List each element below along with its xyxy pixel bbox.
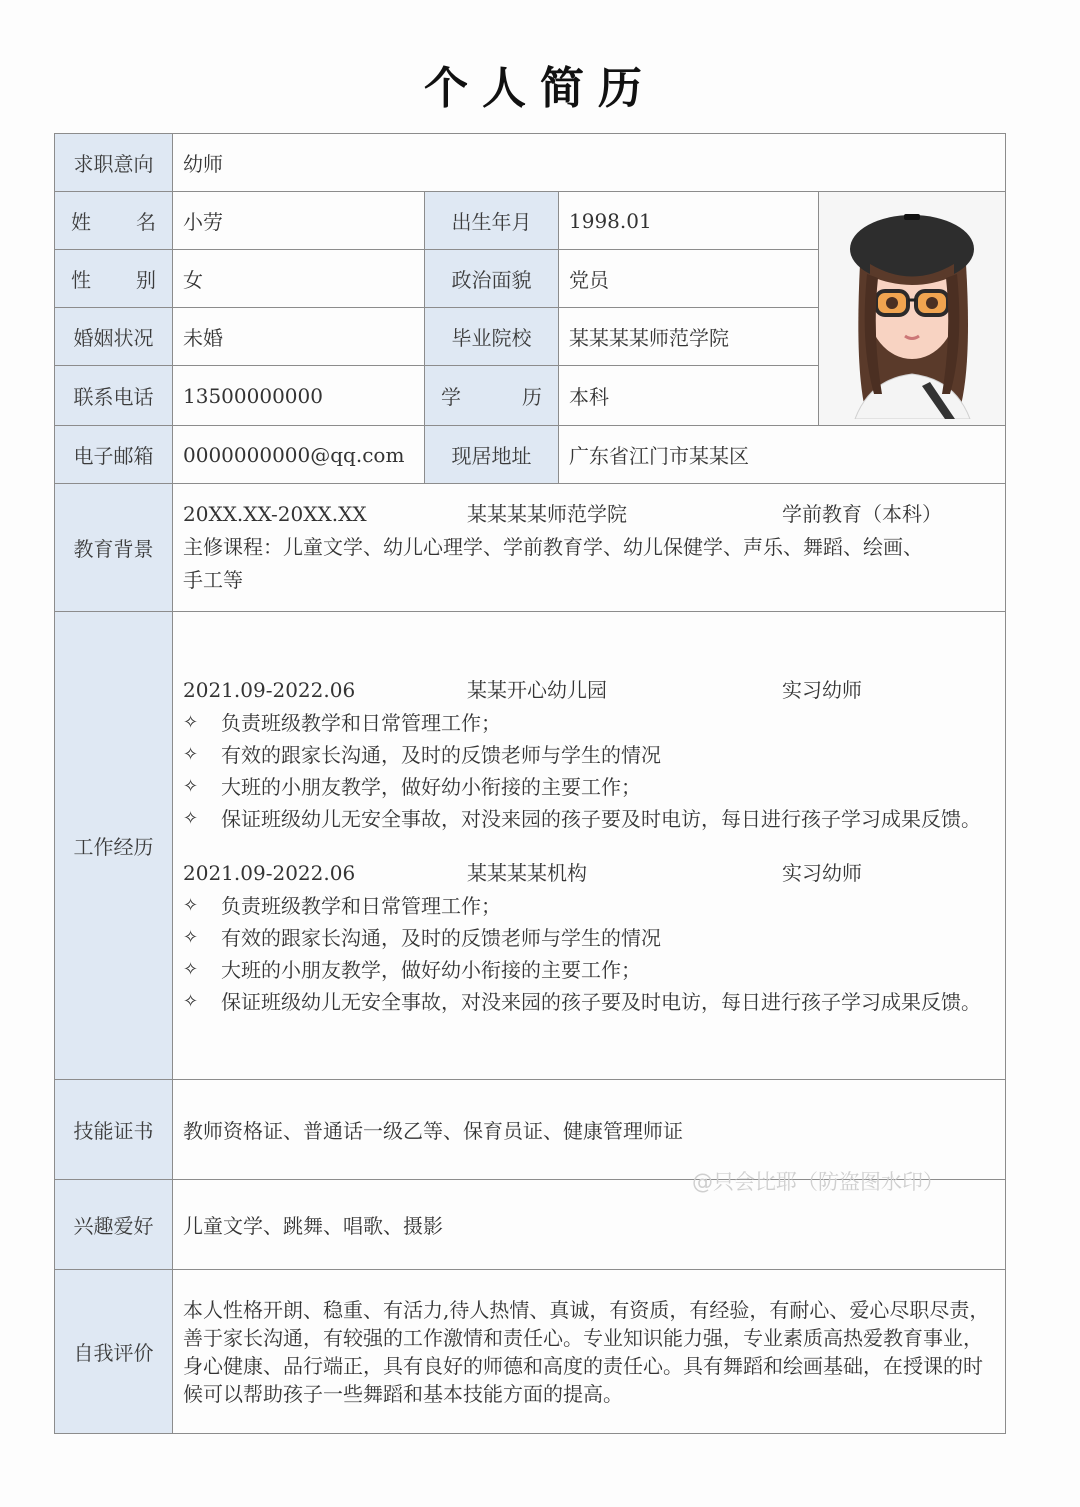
education-section: [173, 484, 1006, 612]
name-label: 姓 名: [55, 192, 173, 250]
education-school: 某某某某师范学院: [467, 502, 627, 526]
name-value: 小劳: [173, 192, 425, 250]
school-label: 毕业院校: [425, 308, 559, 366]
work-duty-text: 负责班级教学和日常管理工作；: [221, 893, 501, 918]
resume-table: [54, 133, 1006, 1434]
skills-value: 教师资格证、普通话一级乙等、保育员证、健康管理师证: [173, 1080, 1006, 1180]
work-duty-list: [183, 890, 995, 1018]
address-value: 广东省江门市某某区: [559, 426, 1006, 484]
work-duty-item: [183, 890, 995, 922]
work-duty-text: 保证班级幼儿无安全事故，对没来园的孩子要及时电访，每日进行孩子学习成果反馈。: [221, 806, 981, 831]
work-duty-item: [183, 739, 995, 771]
school-value: 某某某某师范学院: [559, 308, 819, 366]
avatar: [830, 194, 995, 419]
phone-label: 联系电话: [55, 366, 173, 426]
work-entry-org: 某某某某机构: [467, 860, 587, 885]
self-eval-section: [173, 1270, 1006, 1434]
self-eval-label: 自我评价: [55, 1270, 173, 1434]
email-label: 电子邮箱: [55, 426, 173, 484]
work-entry-header: [183, 674, 995, 707]
work-duty-text: 大班的小朋友教学，做好幼小衔接的主要工作；: [221, 957, 641, 982]
hobbies-value: 儿童文学、跳舞、唱歌、摄影: [173, 1180, 1006, 1270]
hobbies-label: 兴趣爱好: [55, 1180, 173, 1270]
gender-value: 女: [173, 250, 425, 308]
work-entry-header: [183, 857, 995, 890]
work-duty-text: 有效的跟家长沟通，及时的反馈老师与学生的情况: [221, 742, 661, 767]
education-courses-line1: 主修课程：儿童文学、幼儿心理学、学前教育学、幼儿保健学、声乐、舞蹈、绘画、: [183, 535, 923, 559]
work-entry-period: 2021.09-2022.06: [183, 860, 356, 885]
political-value: 党员: [559, 250, 819, 308]
job-intention-label: 求职意向: [55, 134, 173, 192]
work-entry-org: 某某开心幼儿园: [467, 677, 607, 702]
watermark: @只会比耶（防盗图水印）: [692, 1170, 944, 1194]
education-header: [183, 498, 995, 531]
birth-label: 出生年月: [425, 192, 559, 250]
sparkle-bullet-icon: ✧: [183, 807, 199, 829]
work-duty-item: [183, 922, 995, 954]
work-entry-role: 实习幼师: [782, 860, 862, 885]
sparkle-bullet-icon: ✧: [183, 926, 199, 948]
work-section: [173, 612, 1006, 1080]
work-duty-list: [183, 707, 995, 835]
degree-value: 本科: [559, 366, 819, 426]
address-label: 现居地址: [425, 426, 559, 484]
sparkle-bullet-icon: ✧: [183, 990, 199, 1012]
self-eval-value: 本人性格开朗、稳重、有活力,待人热情、真诚，有资质，有经验，有耐心、爱心尽职尽责，善于家长沟通，有较强的工作激情和责任心。专业知识能力强，专业素质高热爱教育事业，身心健康、品行端正，具有良好的师德和高度的责任心。具有舞蹈和绘画基础，在授课的时候可以帮助孩子一些舞蹈和基本技能方面的提高。: [183, 1297, 990, 1406]
email-value: 0000000000@qq.com: [173, 426, 425, 484]
sparkle-bullet-icon: ✧: [183, 894, 199, 916]
gender-label: 性 别: [55, 250, 173, 308]
work-duty-item: [183, 954, 995, 986]
work-duty-item: [183, 771, 995, 803]
sparkle-bullet-icon: ✧: [183, 958, 199, 980]
work-entry-period: 2021.09-2022.06: [183, 677, 356, 702]
phone-value: 13500000000: [173, 366, 425, 426]
sparkle-bullet-icon: ✧: [183, 711, 199, 733]
skills-label: 技能证书: [55, 1080, 173, 1180]
job-intention-value: 幼师: [173, 134, 1006, 192]
education-period: 20XX.XX-20XX.XX: [183, 502, 367, 526]
marital-value: 未婚: [173, 308, 425, 366]
work-duty-item: [183, 986, 995, 1018]
degree-label: 学 历: [425, 366, 559, 426]
education-major: 学前教育（本科）: [782, 502, 942, 526]
work-duty-text: 大班的小朋友教学，做好幼小衔接的主要工作；: [221, 774, 641, 799]
work-entry-role: 实习幼师: [782, 677, 862, 702]
work-duty-text: 保证班级幼儿无安全事故，对没来园的孩子要及时电访，每日进行孩子学习成果反馈。: [221, 989, 981, 1014]
education-label: 教育背景: [55, 484, 173, 612]
work-duty-item: [183, 803, 995, 835]
work-duty-item: [183, 707, 995, 739]
marital-label: 婚姻状况: [55, 308, 173, 366]
birth-value: 1998.01: [559, 192, 819, 250]
profile-photo: [819, 192, 1006, 426]
work-duty-text: 负责班级教学和日常管理工作；: [221, 710, 501, 735]
sparkle-bullet-icon: ✧: [183, 743, 199, 765]
education-courses-line2: 手工等: [183, 568, 243, 592]
work-duty-text: 有效的跟家长沟通，及时的反馈老师与学生的情况: [221, 925, 661, 950]
page-title: 个人简历: [424, 63, 656, 114]
sparkle-bullet-icon: ✧: [183, 775, 199, 797]
political-label: 政治面貌: [425, 250, 559, 308]
work-label: 工作经历: [55, 612, 173, 1080]
